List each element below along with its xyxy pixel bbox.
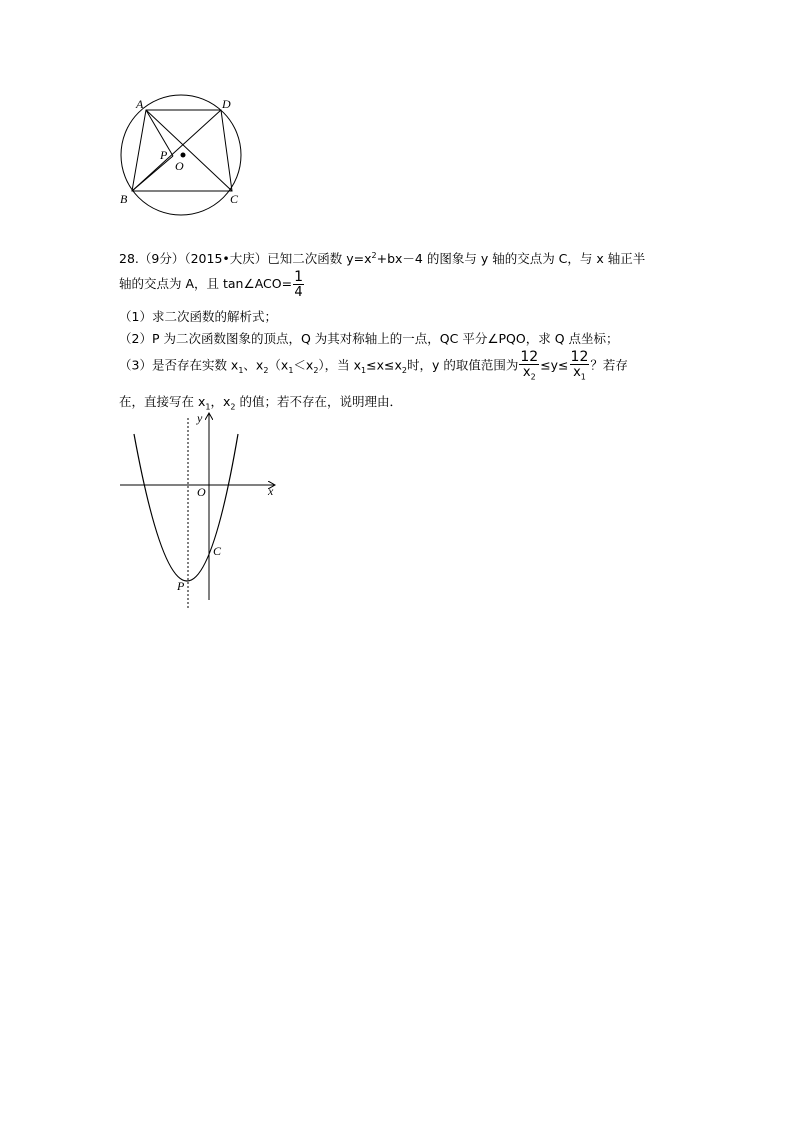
question-text-b: +bx－4 的图象与 y 轴的交点为 C，与 x 轴正半 [376, 251, 646, 267]
diagonal-bd [132, 110, 221, 191]
diagonal-ac [146, 110, 232, 191]
part-3-text-d: ＜x [293, 357, 314, 373]
part-3-last-text: 在，直接写在 x [119, 394, 206, 409]
question-exponent: 2 [371, 251, 377, 260]
label-c: C [230, 192, 239, 206]
label-x: x [268, 484, 274, 498]
label-y: y [197, 411, 203, 425]
fraction-denominator [519, 365, 539, 382]
parabola-figure [115, 408, 285, 613]
question-part-1 [119, 309, 277, 325]
fraction-den-sub: 1 [580, 372, 586, 382]
fraction-den-var: x [522, 365, 531, 380]
label-o: O [197, 485, 206, 499]
parabola-curve [134, 434, 238, 581]
part-3-text-h: ≤y≤ [540, 357, 569, 373]
part-2-text: （2）P 为二次函数图象的顶点，Q 为其对称轴上的一点，QC 平分∠PQO，求 Q 点坐标； [119, 331, 619, 346]
part-3-sub: 1 [288, 365, 294, 375]
question-line2-text: 轴的交点为 A，且 tan∠ACO= [119, 276, 293, 291]
label-b: B [120, 192, 128, 206]
fraction-12-over-x1 [570, 350, 590, 382]
part-3-sub: 2 [263, 365, 269, 375]
label-o: O [175, 159, 184, 173]
label-p: P [160, 148, 168, 162]
part-3-sub: 1 [361, 365, 367, 375]
part-3-last-sub: 1 [205, 402, 211, 412]
fraction-12-over-x2 [519, 350, 539, 382]
question-score: （9分） [138, 251, 185, 267]
fraction-denominator [570, 365, 590, 382]
fraction-den-var: x [573, 365, 581, 380]
part-1-text: （1）求二次函数的解析式； [119, 309, 277, 324]
part-3-text-g: 时，y 的取值范围为 [406, 357, 519, 373]
part-3-last-text-b: ，x [210, 394, 231, 409]
part-3-sub: 1 [238, 365, 244, 375]
label-d: D [222, 97, 231, 111]
part-3-text-e: ），当 x [318, 357, 362, 373]
tan-fraction-numerator: 1 [294, 269, 303, 285]
question-source: （2015•大庆） [184, 251, 268, 267]
tan-fraction-denominator: 4 [294, 285, 303, 300]
question-line-1 [119, 248, 645, 267]
part-3-text-f: ≤x≤x [366, 357, 402, 373]
part-3-text-a: （3）是否存在实数 x [119, 357, 239, 373]
part-3-last-sub: 2 [230, 402, 236, 412]
question-line-2 [119, 270, 305, 299]
label-c: C [213, 544, 222, 558]
question-part-2 [119, 331, 619, 347]
part-3-last-text-c: 的值；若不存在，说明理由． [235, 394, 402, 409]
tan-fraction [293, 270, 304, 299]
fraction-numerator: 12 [520, 349, 539, 365]
part-3-text-b: 、x [243, 357, 264, 373]
question-number: 28. [119, 251, 139, 267]
question-text-a: 已知二次函数 y=x [267, 251, 372, 267]
circle-quadrilateral-figure [110, 92, 260, 216]
part-3-sub: 2 [313, 365, 319, 375]
part-3-sub: 2 [401, 365, 407, 375]
part-3-text-c: （x [268, 357, 289, 373]
fraction-den-sub: 2 [530, 372, 536, 382]
part-3-text-i: ？若存 [590, 357, 628, 373]
fraction-numerator: 12 [570, 349, 589, 365]
center-point-o [181, 153, 186, 158]
question-part-3 [119, 350, 628, 382]
label-a: A [136, 97, 144, 111]
label-p: P [177, 579, 185, 593]
